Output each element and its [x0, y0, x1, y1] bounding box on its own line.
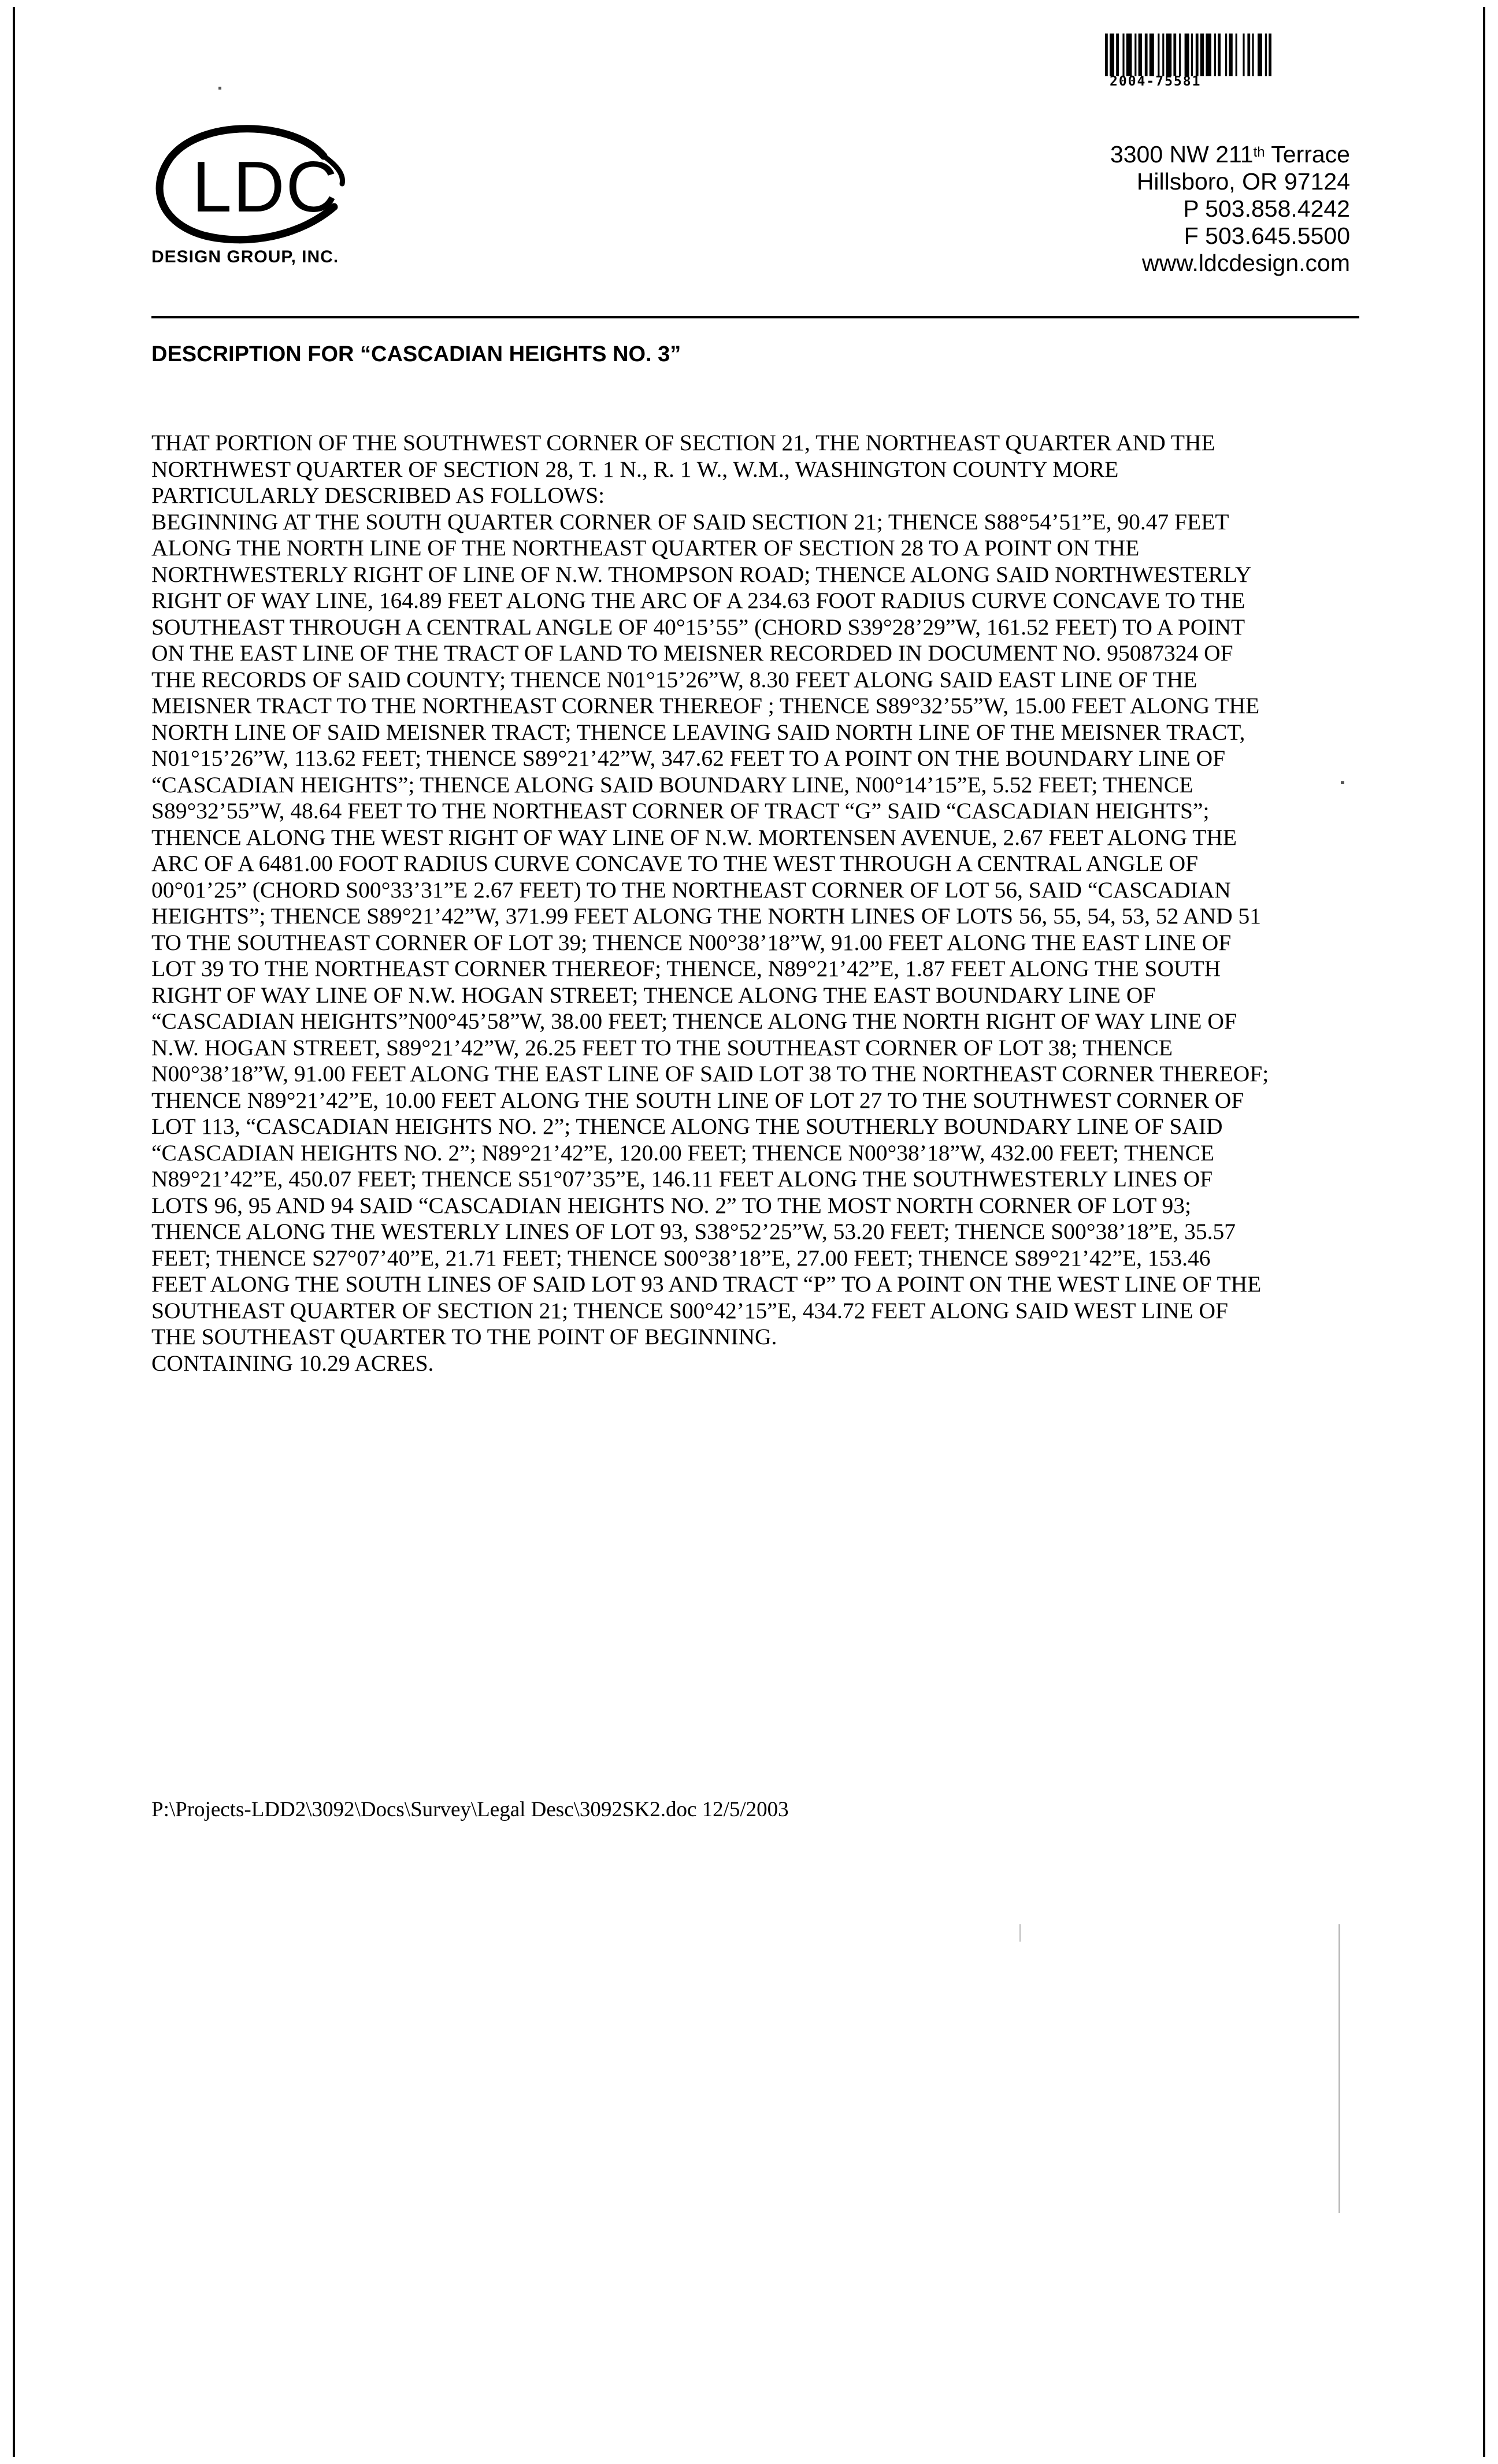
description-line: ALONG THE NORTH LINE OF THE NORTHEAST QUARTER OF SECTION 28 TO A POINT ON THE: [151, 535, 1140, 561]
barcode-bar: [1126, 34, 1132, 76]
barcode-bar: [1145, 34, 1148, 76]
description-line: NORTH LINE OF SAID MEISNER TRACT; THENCE LEAVING SAID NORTH LINE OF THE MEISNER TRACT,: [151, 719, 1245, 745]
description-line: N89°21’42”E, 450.07 FEET; THENCE S51°07’35”E, 146.11 FEET ALONG THE SOUTHWESTERLY LINES OF: [151, 1166, 1213, 1192]
scan-streak: [1338, 1924, 1340, 2213]
header-divider: [151, 316, 1359, 318]
barcode-bar: [1122, 34, 1124, 76]
barcode-bar: [1218, 34, 1221, 76]
description-line: “CASCADIAN HEIGHTS”N00°45’58”W, 38.00 FEET; THENCE ALONG THE NORTH RIGHT OF WAY LINE OF: [151, 1008, 1237, 1034]
barcode-bar: [1229, 34, 1232, 76]
description-line: NORTHWESTERLY RIGHT OF LINE OF N.W. THOMPSON ROAD; THENCE ALONG SAID NORTHWESTERLY: [151, 561, 1252, 587]
description-line: TO THE SOUTHEAST CORNER OF LOT 39; THENCE N00°38’18”W, 91.00 FEET ALONG THE EAST LINE OF: [151, 929, 1232, 955]
company-address: [1110, 141, 1350, 277]
barcode-bar: [1196, 34, 1199, 76]
description-line: SOUTHEAST THROUGH A CENTRAL ANGLE OF 40°15’55” (CHORD S39°28’29”W, 161.52 FEET) TO A POINT: [151, 614, 1245, 640]
description-line: RIGHT OF WAY LINE OF N.W. HOGAN STREET; THENCE ALONG THE EAST BOUNDARY LINE OF: [151, 982, 1156, 1008]
barcode-bar: [1134, 34, 1136, 76]
barcode-bar: [1243, 34, 1244, 76]
barcode-bar: [1116, 34, 1119, 76]
description-line: “CASCADIAN HEIGHTS”; THENCE ALONG SAID BOUNDARY LINE, N00°14’15”E, 5.52 FEET; THENCE: [151, 771, 1193, 797]
address-phone: P 503.858.4242: [1183, 195, 1350, 222]
description-line: LOT 113, “CASCADIAN HEIGHTS NO. 2”; THENCE ALONG THE SOUTHERLY BOUNDARY LINE OF SAID: [151, 1114, 1223, 1139]
barcode-bar: [1225, 34, 1227, 76]
description-line: CONTAINING 10.29 ACRES.: [151, 1350, 434, 1376]
barcode-bar: [1139, 34, 1142, 76]
description-line: “CASCADIAN HEIGHTS NO. 2”; N89°21’42”E, 120.00 FEET; THENCE N00°38’18”W, 432.00 FEET; THENCE: [151, 1140, 1214, 1166]
barcode-bar: [1247, 34, 1250, 76]
description-line: BEGINNING AT THE SOUTH QUARTER CORNER OF SAID SECTION 21; THENCE S88°54’51”E, 90.47 FEET: [151, 509, 1229, 535]
description-line: S89°32’55”W, 48.64 FEET TO THE NORTHEAST CORNER OF TRACT “G” SAID “CASCADIAN HEIGHTS”;: [151, 798, 1210, 823]
scan-speck: [218, 87, 221, 90]
description-line: THE SOUTHEAST QUARTER TO THE POINT OF BEGINNING.: [151, 1324, 777, 1349]
address-city: Hillsboro, OR 97124: [1136, 168, 1350, 195]
address-website: www.ldcdesign.com: [1141, 250, 1350, 276]
description-line: LOT 39 TO THE NORTHEAST CORNER THEREOF; THENCE, N89°21’42”E, 1.87 FEET ALONG THE SOUTH: [151, 956, 1221, 981]
description-line: N00°38’18”W, 91.00 FEET ALONG THE EAST LINE OF SAID LOT 38 TO THE NORTHEAST CORNER THEREOF;: [151, 1061, 1269, 1086]
barcode-bar: [1206, 34, 1211, 76]
logo-letters: LDC: [192, 147, 339, 227]
barcode-bar: [1252, 34, 1254, 76]
description-line: THAT PORTION OF THE SOUTHWEST CORNER OF SECTION 21, THE NORTHEAST QUARTER AND THE: [151, 430, 1215, 455]
description-line: FEET; THENCE S27°07’40”E, 21.71 FEET; THENCE S00°38’18”E, 27.00 FEET; THENCE S89°21’42”E, 153.46: [151, 1245, 1211, 1271]
legal-description: [151, 430, 1359, 1376]
barcode-bar: [1269, 34, 1271, 76]
barcode-bar: [1265, 34, 1267, 76]
address-street: 3300 NW 211th Terrace: [1110, 141, 1350, 168]
address-fax: F 503.645.5500: [1184, 222, 1350, 249]
description-line: 00°01’25” (CHORD S00°33’31”E 2.67 FEET) TO THE NORTHEAST CORNER OF LOT 56, SAID “CASCADIAN: [151, 877, 1231, 903]
barcode-bar: [1200, 34, 1204, 76]
barcode-bar: [1214, 34, 1216, 76]
description-line: LOTS 96, 95 AND 94 SAID “CASCADIAN HEIGHTS NO. 2” TO THE MOST NORTH CORNER OF LOT 93;: [151, 1192, 1191, 1218]
description-line: SOUTHEAST QUARTER OF SECTION 21; THENCE S00°42’15”E, 434.72 FEET ALONG SAID WEST LINE OF: [151, 1297, 1228, 1323]
description-line: N.W. HOGAN STREET, S89°21’42”W, 26.25 FEET TO THE SOUTHEAST CORNER OF LOT 38; THENCE: [151, 1034, 1173, 1060]
description-line: MEISNER TRACT TO THE NORTHEAST CORNER THEREOF ; THENCE S89°32’55”W, 15.00 FEET ALONG THE: [151, 693, 1260, 718]
description-line: ON THE EAST LINE OF THE TRACT OF LAND TO MEISNER RECORDED IN DOCUMENT NO. 95087324 OF: [151, 640, 1233, 666]
barcode: [1105, 34, 1377, 76]
barcode-bar: [1105, 34, 1108, 76]
barcode-bar: [1158, 34, 1159, 76]
logo-subtitle: DESIGN GROUP, INC.: [151, 247, 339, 266]
description-line: PARTICULARLY DESCRIBED AS FOLLOWS:: [151, 483, 605, 508]
barcode-number: 2004-75581: [1110, 74, 1202, 89]
scan-streak: [1019, 1924, 1021, 1942]
description-line: THENCE ALONG THE WESTERLY LINES OF LOT 93, S38°52’25”W, 53.20 FEET; THENCE S00°38’18”E, 35.57: [151, 1219, 1236, 1244]
scan-speck: [1341, 781, 1344, 784]
barcode-bar: [1258, 34, 1262, 76]
barcode-bar: [1162, 34, 1164, 76]
description-line: THENCE N89°21’42”E, 10.00 FEET ALONG THE SOUTH LINE OF LOT 27 TO THE SOUTHWEST CORNER OF: [151, 1087, 1244, 1113]
document-title: DESCRIPTION FOR “CASCADIAN HEIGHTS NO. 3”: [151, 342, 681, 366]
company-logo: [150, 120, 381, 253]
barcode-bar: [1179, 34, 1181, 76]
barcode-bar: [1110, 34, 1114, 76]
barcode-bar: [1166, 34, 1172, 76]
barcode-bar: [1150, 34, 1154, 76]
description-line: ARC OF A 6481.00 FOOT RADIUS CURVE CONCAVE TO THE WEST THROUGH A CENTRAL ANGLE OF: [151, 851, 1199, 876]
barcode-bar: [1185, 34, 1189, 76]
file-path-footer: P:\Projects-LDD2\3092\Docs\Survey\Legal Desc\3092SK2.doc 12/5/2003: [151, 1798, 789, 1821]
description-line: THE RECORDS OF SAID COUNTY; THENCE N01°15’26”W, 8.30 FEET ALONG SAID EAST LINE OF THE: [151, 666, 1197, 692]
description-line: THENCE ALONG THE WEST RIGHT OF WAY LINE OF N.W. MORTENSEN AVENUE, 2.67 FEET ALONG THE: [151, 824, 1237, 850]
description-line: N01°15’26”W, 113.62 FEET; THENCE S89°21’42”W, 347.62 FEET TO A POINT ON THE BOUNDARY LINE OF: [151, 745, 1226, 771]
barcode-bar: [1173, 34, 1176, 76]
description-line: HEIGHTS”; THENCE S89°21’42”W, 371.99 FEET ALONG THE NORTH LINES OF LOTS 56, 55, 54, 53, 52 AND 51: [151, 903, 1261, 929]
description-line: NORTHWEST QUARTER OF SECTION 28, T. 1 N., R. 1 W., W.M., WASHINGTON COUNTY MORE: [151, 456, 1119, 482]
description-line: RIGHT OF WAY LINE, 164.89 FEET ALONG THE ARC OF A 234.63 FOOT RADIUS CURVE CONCAVE TO THE: [151, 588, 1245, 613]
description-line: FEET ALONG THE SOUTH LINES OF SAID LOT 93 AND TRACT “P” TO A POINT ON THE WEST LINE OF THE: [151, 1271, 1262, 1297]
barcode-bar: [1191, 34, 1193, 76]
barcode-bar: [1236, 34, 1237, 76]
